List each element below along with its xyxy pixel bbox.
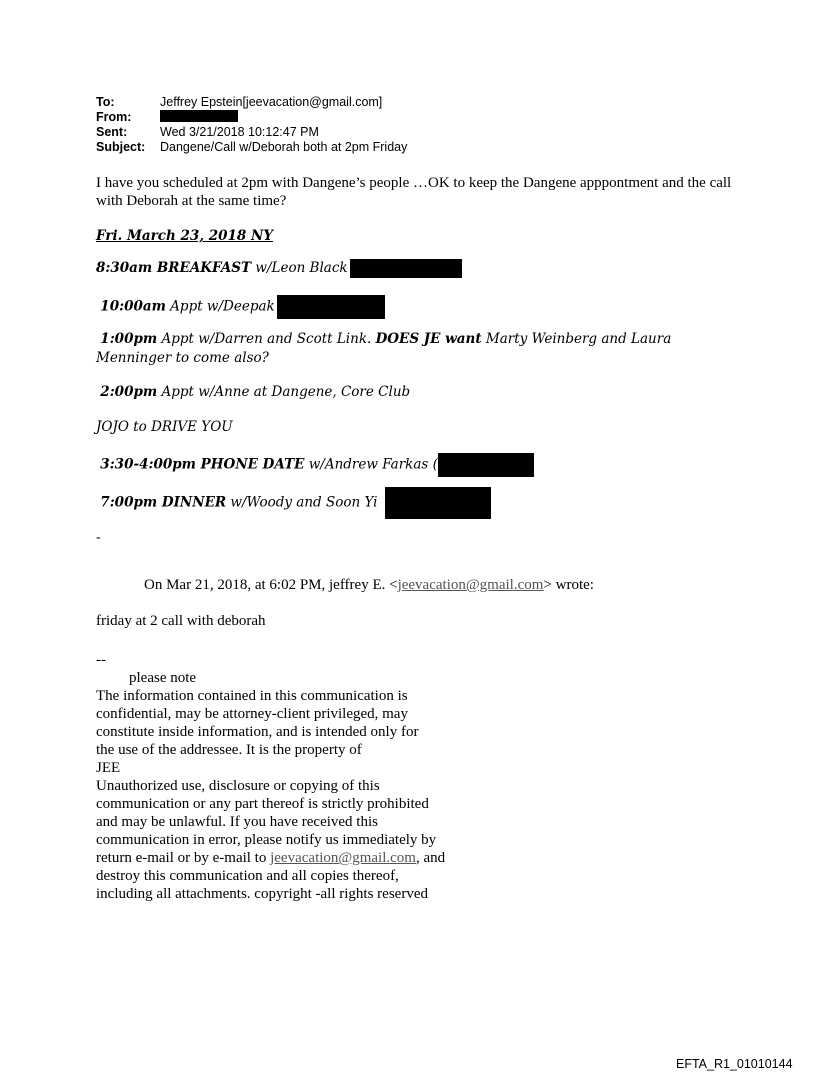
subject-row — [96, 140, 407, 155]
quoted-wrote-line — [144, 577, 594, 594]
email-link[interactable]: jeevacation@gmail.com — [397, 577, 544, 593]
from-row — [96, 110, 407, 125]
sig-line: The information contained in this communication is — [96, 688, 408, 704]
sig-dashes: -- — [96, 652, 106, 668]
sig-line: Unauthorized use, disclosure or copying of this — [96, 778, 380, 794]
item-time: 7:00pm DINNER — [100, 494, 227, 511]
sig-line: destroy this communication and all copies thereof, — [96, 868, 399, 884]
document-id: EFTA_R1_01010144 — [676, 1057, 793, 1071]
schedule-item-anne — [96, 383, 410, 402]
item-text: w/Leon Black — [251, 260, 348, 276]
sent-row — [96, 125, 407, 140]
sent-value: Wed 3/21/2018 10:12:47 PM — [160, 125, 319, 139]
sig-line: communication or any part thereof is strictly prohibited — [96, 796, 429, 812]
schedule-item-darren — [96, 330, 671, 368]
item-text: w/Woody and Soon Yi — [226, 494, 378, 511]
to-row — [96, 95, 407, 110]
separator-dash: - — [96, 530, 101, 545]
intro-paragraph: I have you scheduled at 2pm with Dangene’s people …OK to keep the Dangene apppontment and the call with Deborah at the same time? — [96, 175, 732, 209]
to-label: To: — [96, 95, 115, 109]
schedule-item-dinner — [96, 487, 491, 519]
to-value: Jeffrey Epstein[jeevacation@gmail.com] — [160, 95, 383, 109]
redaction-deepak — [277, 295, 385, 319]
quoted-message: friday at 2 call with deborah — [96, 613, 266, 629]
item-time: 8:30am BREAKFAST — [96, 260, 252, 276]
redaction-breakfast — [350, 259, 462, 278]
item-time: 10:00am — [100, 298, 166, 315]
redaction-farkas — [438, 453, 534, 477]
sig-line: the use of the addressee. It is the property of — [96, 742, 362, 758]
signature-block — [96, 651, 516, 903]
wrote-prefix: On Mar 21, 2018, at 6:02 PM, jeffrey E. < — [144, 577, 398, 593]
item-text: Appt w/Anne at Dangene, Core Club — [157, 384, 411, 400]
from-label: From: — [96, 110, 132, 124]
email-header — [96, 95, 407, 155]
item-text: Appt w/Darren and Scott Link. — [157, 331, 376, 347]
schedule-item-jojo — [96, 418, 233, 437]
sig-email-link[interactable]: jeevacation@gmail.com — [270, 850, 416, 866]
sig-return-suffix: , and — [415, 850, 446, 866]
sig-line: confidential, may be attorney-client privileged, may — [96, 706, 408, 722]
schedule-item-farkas — [96, 453, 534, 477]
date-heading-text: Fri. March 23, 2018 NY — [96, 228, 273, 244]
sent-label: Sent: — [96, 125, 128, 139]
redaction-from — [160, 110, 238, 122]
item-text-line2: Menninger to come also? — [96, 350, 269, 366]
item-text-2: Marty Weinberg and Laura — [481, 331, 672, 347]
item-text: JOJO to DRIVE YOU — [96, 419, 233, 435]
item-time: 2:00pm — [100, 384, 158, 400]
sig-line: and may be unlawful. If you have received this — [96, 814, 378, 830]
schedule-item-breakfast — [96, 259, 462, 278]
sig-return-line — [96, 849, 516, 867]
subject-value: Dangene/Call w/Deborah both at 2pm Friday — [160, 140, 408, 154]
schedule-item-deepak — [96, 295, 385, 319]
sig-note: please note — [129, 670, 197, 686]
item-time: 3:30-4:00pm PHONE DATE — [100, 456, 305, 473]
item-bold-text: DOES JE want — [375, 331, 482, 347]
item-time: 1:00pm — [100, 331, 158, 347]
sig-line: constitute inside information, and is intended only for — [96, 724, 419, 740]
sig-return-prefix: return e-mail or by e-mail to — [96, 850, 271, 866]
item-text: Appt w/Deepak — [165, 298, 275, 315]
subject-label: Subject: — [96, 140, 146, 154]
sig-line: communication in error, please notify us immediately by — [96, 832, 437, 848]
sig-line: including all attachments. copyright -all rights reserved — [96, 886, 428, 902]
item-text: w/Andrew Farkas ( — [304, 456, 438, 473]
date-heading — [96, 227, 273, 246]
sig-line: JEE — [96, 760, 121, 776]
redaction-dinner — [385, 487, 491, 519]
wrote-suffix: > wrote: — [543, 577, 594, 593]
